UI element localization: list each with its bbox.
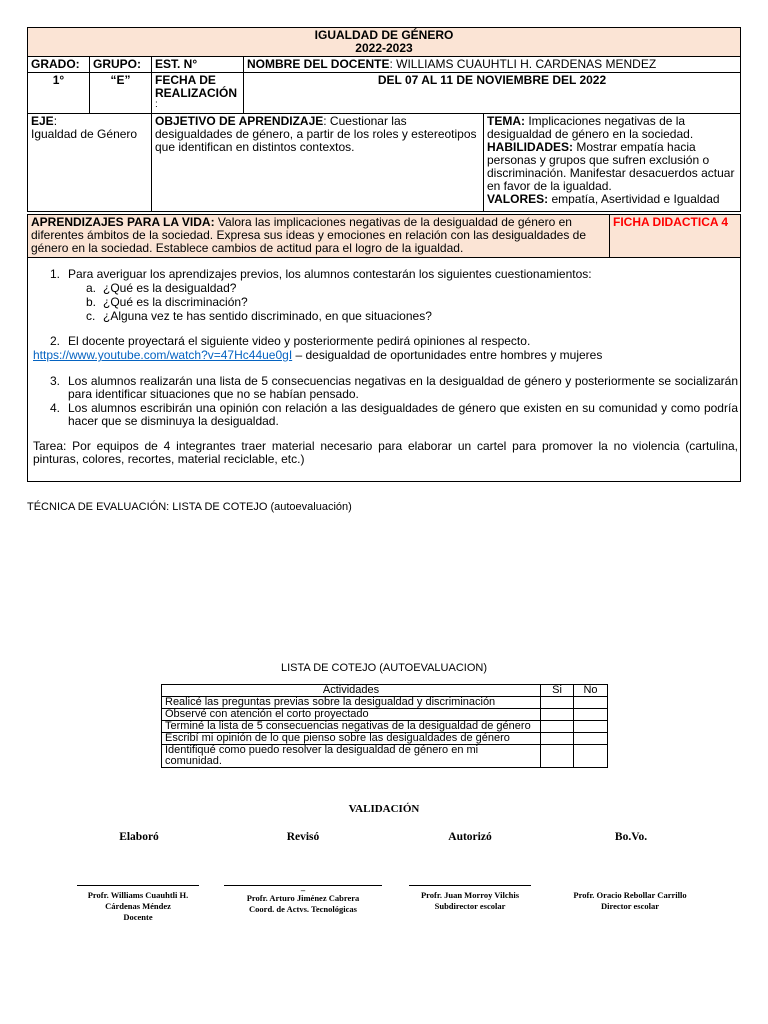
- sig2-name: Profr. Arturo Jiménez Cabrera: [246, 893, 360, 903]
- no-checkbox[interactable]: [574, 697, 608, 709]
- tema-cell: [484, 114, 741, 212]
- item-3-text: Los alumnos realizarán una lista de 5 consecuencias negativas en la desigualdad de género y posteriormente se socializarán para identificar situaciones que no se habían pensado.: [68, 374, 738, 401]
- school-year: 2022-2023: [355, 41, 413, 55]
- docente-cell: [244, 57, 741, 73]
- item-2-number: 2.: [50, 334, 61, 348]
- item-1a-marker: a.: [86, 281, 97, 295]
- bovo-heading: Bo.Vo.: [614, 831, 648, 843]
- habilidades-label: HABILIDADES:: [487, 140, 573, 154]
- activity-cell: Identifiqué como puedo resolver la desigualdad de género en mi comunidad.: [162, 745, 541, 768]
- sig4-name: Profr. Oracio Rebollar Carrillo: [573, 890, 687, 900]
- si-checkbox[interactable]: [541, 709, 574, 721]
- no-checkbox[interactable]: [574, 709, 608, 721]
- tema-value: Implicaciones negativas de la desigualdad de género en la sociedad.: [487, 114, 694, 141]
- docente-label: NOMBRE DEL DOCENTE: [247, 57, 390, 71]
- eje-colon: :: [53, 114, 58, 128]
- item-1c-text: ¿Alguna vez te has sentido discriminado, en que situaciones?: [103, 309, 432, 323]
- document-title: IGUALDAD DE GÉNERO: [314, 28, 454, 42]
- sig3-role: Subdirector escolar: [434, 901, 506, 911]
- item-4-number: 4.: [50, 401, 61, 415]
- tema-label: TEMA:: [487, 114, 525, 128]
- si-checkbox[interactable]: [541, 697, 574, 709]
- video-link-suffix: – desigualdad de oportunidades entre hombres y mujeres: [292, 348, 603, 362]
- item-3-number: 3.: [50, 374, 61, 388]
- video-link-line: [33, 349, 738, 362]
- eje-label: EJE: [31, 114, 54, 128]
- tarea-text: Tarea: Por equipos de 4 integrantes traer material necesario para elaborar un cartel para promover la no violencia (cartulina, pinturas, colores, recortes, material reciclable, etc.): [33, 439, 738, 466]
- grupo-label: GRUPO:: [90, 57, 152, 73]
- fecha-label-1: FECHA DE: [155, 73, 216, 87]
- aprendizajes-table: [27, 214, 741, 258]
- item-2-text: El docente proyectará el siguiente video y posteriormente pedirá opiniones al respecto.: [68, 334, 531, 348]
- fecha-value: DEL 07 AL 11 DE NOVIEMBRE DEL 2022: [244, 73, 741, 114]
- habilidades-value: Mostrar empatía hacia personas y grupos que sufren exclusión o discriminación. Manifestar desacuerdos actuar en favor de la igualdad.: [487, 140, 735, 193]
- valores-label: VALORES:: [487, 192, 549, 206]
- objetivo-value: : Cuestionar las desigualdades de género, a partir de los roles y estereotipos que identifican en distintos contextos.: [155, 114, 477, 154]
- col-actividades: Actividades: [162, 685, 541, 697]
- header-table: [27, 27, 741, 212]
- eje-value: Igualdad de Género: [31, 127, 138, 141]
- checklist-table: [161, 684, 608, 768]
- signature-block-3: [400, 890, 540, 912]
- table-row: [162, 745, 608, 768]
- validacion-title: VALIDACIÓN: [348, 803, 420, 815]
- activity-cell: Realicé las preguntas previas sobre la desigualdad y discriminación: [162, 697, 541, 709]
- sig1-name-line1: Profr. Williams Cuauhtli H.: [87, 890, 189, 900]
- item-1-text: Para averiguar los aprendizajes previos, los alumnos contestarán los siguientes cuestionamientos:: [68, 267, 592, 281]
- sig4-role: Director escolar: [601, 901, 659, 911]
- item-4-text: Los alumnos escribirán una opinión con relación a las desigualdades de género que existen en su comunidad y como podría hacer que se disminuya la desigualdad.: [68, 401, 738, 428]
- sig1-name-line2: Cárdenas Méndez: [105, 901, 171, 911]
- aprendizajes-text: Valora las implicaciones negativas de la desigualdad de género en diferentes ámbitos de la sociedad. Expresa sus ideas y emociones en relación con las desigualdades de género en la sociedad. Establece cambios de actitud para el logro de la igualdad.: [31, 215, 586, 255]
- video-link[interactable]: https://www.youtube.com/watch?v=47Hc44ue0gI: [33, 348, 293, 362]
- lista-title: LISTA DE COTEJO (AUTOEVALUACION): [281, 662, 487, 674]
- activity-cell: Observé con atención el corto proyectado: [162, 709, 541, 721]
- activity-cell: Terminé la lista de 5 consecuencias negativas de la desigualdad de género: [162, 721, 541, 733]
- signature-line-1: [77, 885, 199, 886]
- item-1b-marker: b.: [86, 295, 97, 309]
- grupo-value: “E”: [90, 73, 152, 114]
- eje-cell: [28, 114, 152, 212]
- objetivo-label: OBJETIVO DE APRENDIZAJE: [155, 114, 324, 128]
- no-checkbox[interactable]: [574, 745, 608, 768]
- tecnica-evaluacion: TÉCNICA DE EVALUACIÓN: LISTA DE COTEJO (autoevaluación): [27, 501, 352, 513]
- signature-block-4: [555, 890, 705, 912]
- elaboro-heading: Elaboró: [119, 831, 159, 843]
- fecha-label-2: REALIZACIÓN: [155, 86, 237, 100]
- sig1-role: Docente: [123, 912, 153, 922]
- activity-cell: Escribí mi opinión de lo que pienso sobre las desigualdades de género: [162, 733, 541, 745]
- sig3-name: Profr. Juan Morroy Vilchis: [420, 890, 520, 900]
- no-checkbox[interactable]: [574, 721, 608, 733]
- item-1a-text: ¿Qué es la desigualdad?: [103, 281, 237, 295]
- table-row: [162, 733, 608, 745]
- objetivo-cell: [152, 114, 484, 212]
- no-checkbox[interactable]: [574, 733, 608, 745]
- signature-block-2: [228, 882, 378, 915]
- item-1c-marker: c.: [86, 309, 96, 323]
- si-checkbox[interactable]: [541, 733, 574, 745]
- reviso-heading: Revisó: [286, 831, 320, 843]
- table-row: [162, 697, 608, 709]
- col-no: No: [574, 685, 608, 697]
- item-1-number: 1.: [50, 267, 61, 281]
- fecha-colon: :: [155, 99, 158, 110]
- autorizo-heading: Autorizó: [448, 831, 492, 843]
- col-si: Si: [541, 685, 574, 697]
- est-label: EST. N°: [152, 57, 244, 73]
- signature-block-1: [68, 890, 208, 923]
- fecha-label-cell: [152, 73, 244, 114]
- table-row: [162, 721, 608, 733]
- si-checkbox[interactable]: [541, 745, 574, 768]
- docente-value: : WILLIAMS CUAUHTLI H. CARDENAS MENDEZ: [389, 57, 657, 71]
- si-checkbox[interactable]: [541, 721, 574, 733]
- table-row: [162, 709, 608, 721]
- ficha-label: FICHA DIDACTICA 4: [610, 215, 741, 258]
- valores-value: empatía, Asertividad e Igualdad: [548, 192, 720, 206]
- activities-box: [27, 258, 741, 482]
- grado-label: GRADO:: [28, 57, 90, 73]
- aprendizajes-cell: [28, 215, 610, 258]
- sig2-role: Coord. de Actvs. Tecnológicas: [249, 904, 357, 914]
- header-title-cell: [28, 28, 741, 57]
- aprendizajes-label: APRENDIZAJES PARA LA VIDA:: [31, 215, 215, 229]
- item-1b-text: ¿Qué es la discriminación?: [103, 295, 248, 309]
- signature-line-3: [409, 885, 531, 886]
- sig2-dash: _: [300, 882, 306, 892]
- grado-value: 1°: [28, 73, 90, 114]
